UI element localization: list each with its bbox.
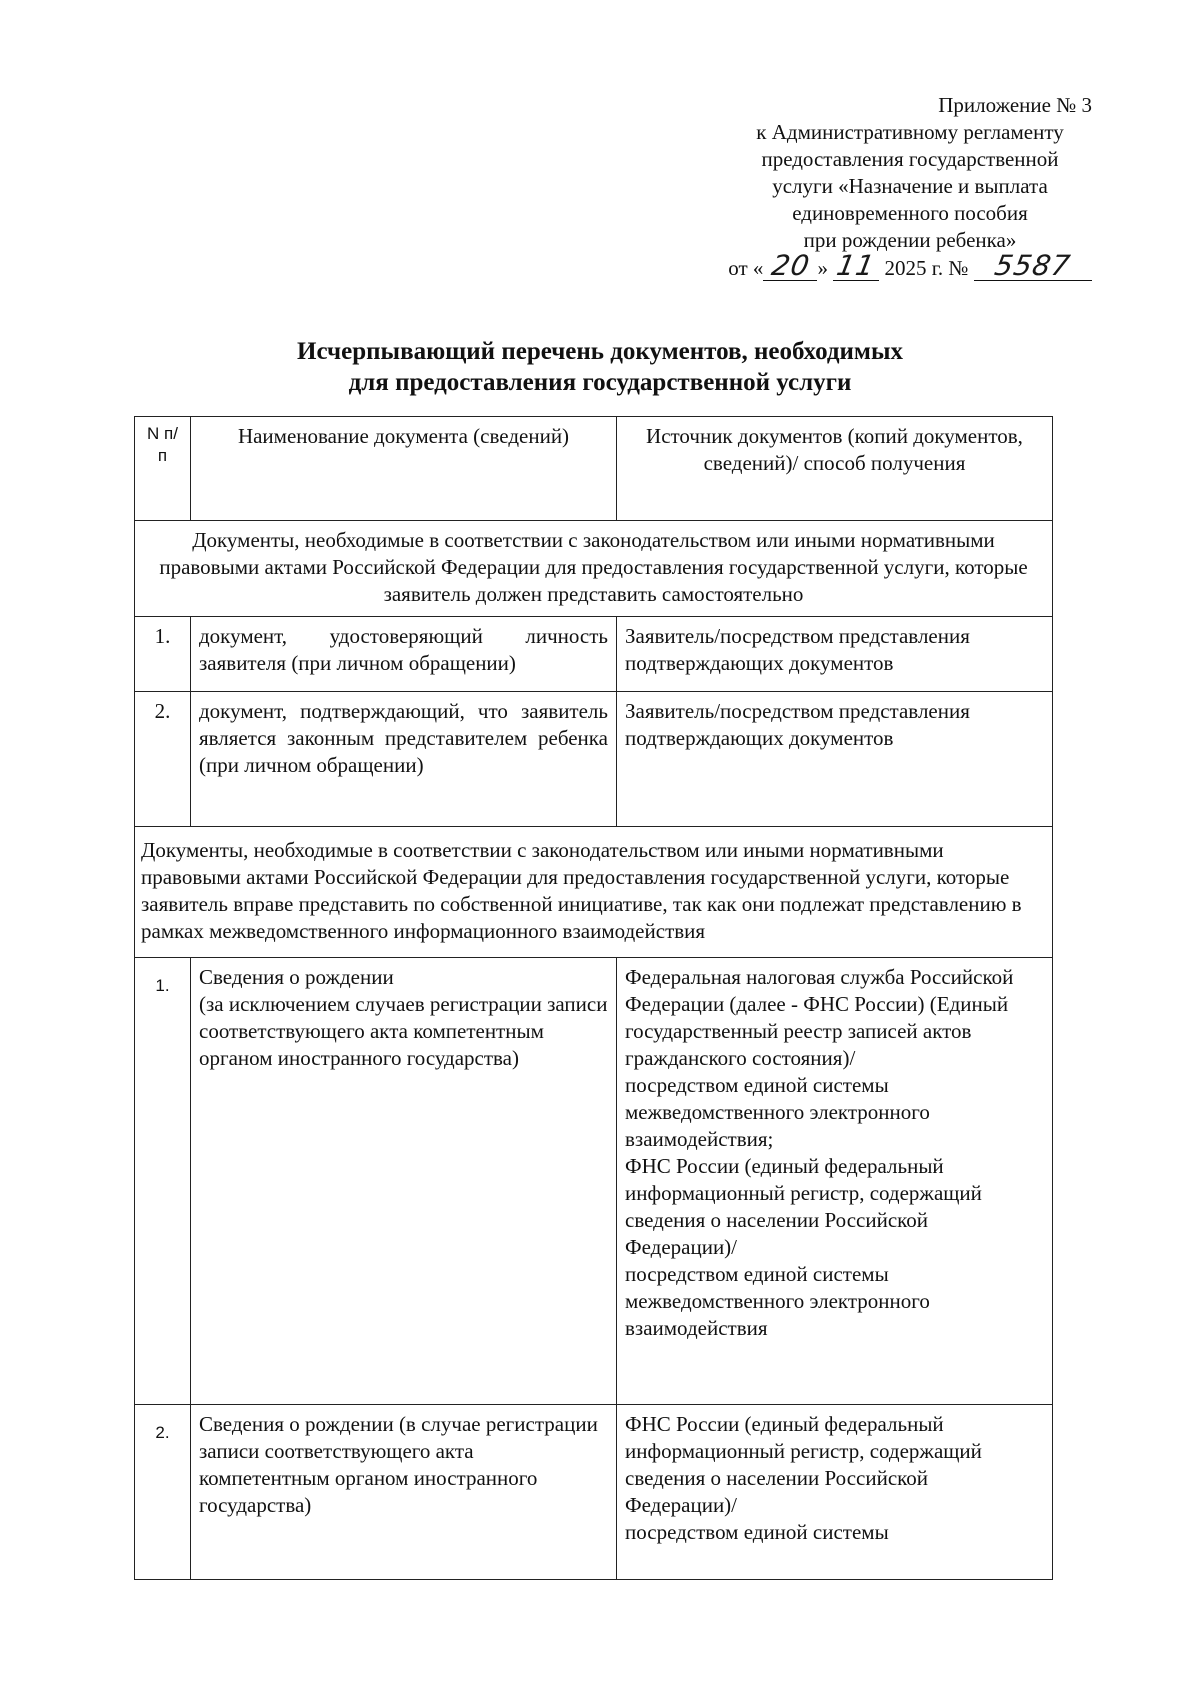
row-document-name: документ, удостоверяющий личность заявителя (при личном обращении): [191, 617, 617, 692]
row-document-name: документ, подтверждающий, что заявитель является законным представителем ребенка (при личном обращении): [191, 692, 617, 827]
row-document-name: Сведения о рождении (за исключением случаев регистрации записи соответствующего акта компетентным органом иностранного государства): [191, 958, 617, 1405]
table-row: [135, 1405, 1053, 1580]
date-year: 2025 г. №: [884, 256, 969, 280]
date-month-handwritten: 11: [834, 249, 878, 282]
section-2-heading: Документы, необходимые в соответствии с законодательством или иными нормативными правовыми актами Российской Федерации для предоставления государственной услуги, которые заявитель вправе представить по собственной инициативе, так как они подлежат представлению в рамках межведомственного информационного взаимодействия: [135, 827, 1053, 958]
table-row: [135, 692, 1053, 827]
documents-table: [134, 416, 1053, 1580]
table-row: [135, 958, 1053, 1405]
section-1-row: [135, 521, 1053, 617]
appendix-line: предоставления государственной: [761, 147, 1059, 171]
date-day-field: [763, 249, 817, 282]
row-num: 1.: [135, 958, 191, 1405]
doc-number-field: [974, 249, 1092, 282]
row-document-name: Сведения о рождении (в случае регистрации записи соответствующего акта компетентным органом иностранного государства): [191, 1405, 617, 1580]
title-line-2: для предоставления государственной услуги: [348, 369, 852, 396]
appendix-header: [700, 92, 1120, 282]
date-line: [700, 249, 1120, 282]
row-num: 2.: [135, 692, 191, 827]
row-num: 2.: [135, 1405, 191, 1580]
page-title: [130, 336, 1070, 398]
header-source: Источник документов (копий документов, сведений)/ способ получения: [617, 417, 1053, 521]
title-line-1: Исчерпывающий перечень документов, необходимых: [297, 338, 903, 365]
table-header-row: [135, 417, 1053, 521]
appendix-line: услуги «Назначение и выплата: [772, 174, 1048, 198]
date-separator: »: [817, 256, 828, 280]
appendix-line: к Административному регламенту: [756, 120, 1064, 144]
row-source: Заявитель/посредством представления подтверждающих документов: [617, 692, 1053, 827]
date-day-handwritten: 20: [768, 249, 813, 282]
table-row: [135, 617, 1053, 692]
date-month-field: [833, 249, 879, 282]
doc-number-handwritten: 5587: [992, 249, 1074, 282]
row-source: ФНС России (единый федеральный информационный регистр, содержащий сведения о населении Российской Федерации)/ посредством единой системы: [617, 1405, 1053, 1580]
appendix-line: Приложение № 3: [938, 93, 1092, 117]
header-num: N п/п: [135, 417, 191, 521]
appendix-line: единовременного пособия: [792, 201, 1028, 225]
section-1-heading: Документы, необходимые в соответствии с законодательством или иными нормативными правовыми актами Российской Федерации для предоставления государственной услуги, которые заявитель должен представить самостоятельно: [135, 521, 1053, 617]
section-2-row: [135, 827, 1053, 958]
header-name: Наименование документа (сведений): [191, 417, 617, 521]
appendix-line: при рождении ребенка»: [803, 228, 1017, 252]
date-prefix: от «: [728, 256, 764, 280]
row-num: 1.: [135, 617, 191, 692]
row-source: Заявитель/посредством представления подтверждающих документов: [617, 617, 1053, 692]
row-source: Федеральная налоговая служба Российской Федерации (далее - ФНС России) (Единый государственный реестр записей актов гражданского состояния)/ посредством единой системы межведомственного электронного взаимодействия; ФНС России (единый федеральный информационный регистр, содержащий сведения о населении Российской Федерации)/ посредством единой системы межведомственного электронного взаимодействия: [617, 958, 1053, 1405]
